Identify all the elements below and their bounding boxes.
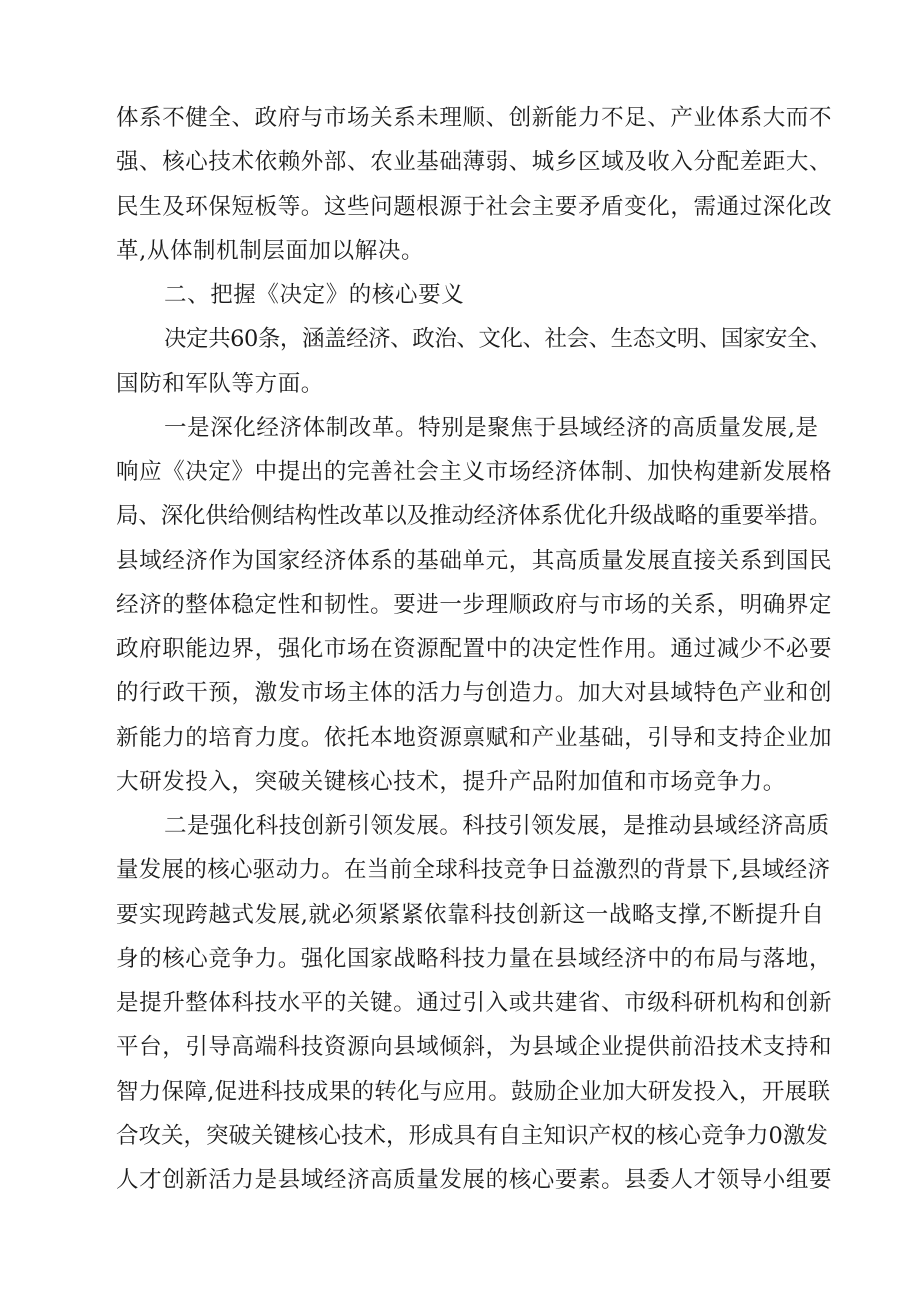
text-line: 经济的整体稳定性和韧性。要进一步理顺政府与市场的关系，明确界定: [116, 591, 833, 618]
text-line: 新能力的培育力度。依托本地资源禀赋和产业基础，引导和支持企业加: [116, 724, 833, 751]
text-line: 要实现跨越式发展,就必须紧紧依靠科技创新这一战略支撑,不断提升自: [116, 901, 825, 928]
text-line: 强、核心技术依赖外部、农业基础薄弱、城乡区域及收入分配差距大、: [116, 149, 833, 176]
text-line: 体系不健全、政府与市场关系未理顺、创新能力不足、产业体系大而不: [116, 105, 833, 131]
text-line: 局、深化供给侧结构性改革以及推动经济体系优化升级战略的重要举措。: [116, 503, 832, 530]
text-line: 平台，引导高端科技资源向县域倾斜，为县域企业提供前沿技术支持和: [116, 1034, 833, 1061]
text-line: 人才创新活力是县域经济高质量发展的核心要素。县委人才领导小组要: [116, 1167, 833, 1193]
paragraph-problems-summary: [116, 96, 832, 273]
text-line: 的行政干预，激发市场主体的活力与创造力。加大对县域特色产业和创: [116, 680, 833, 707]
text-line: 民生及环保短板等。这些问题根源于社会主要矛盾变化，需通过深化改: [116, 193, 833, 220]
text-line: 大研发投入，突破关键核心技术，提升产品附加值和市场竞争力。: [116, 768, 786, 795]
text-line: 决定共60条，涵盖经济、政治、文化、社会、生态文明、国家安全、: [164, 326, 832, 353]
paragraph-economic-reform: [116, 406, 832, 804]
text-line: 身的核心竞争力。强化国家战略科技力量在县域经济中的布局与落地，: [116, 945, 833, 972]
text-line: 二、把握《决定》的核心要义: [164, 282, 465, 308]
text-line: 合攻关，突破关键核心技术，形成具有自主知识产权的核心竞争力0激发: [116, 1122, 828, 1149]
text-line: 一是深化经济体制改革。特别是聚焦于县域经济的高质量发展,是: [164, 414, 819, 441]
text-line: 革,从体制机制层面加以解决。: [116, 237, 425, 264]
text-line: 县域经济作为国家经济体系的基础单元，其高质量发展直接关系到国民: [116, 547, 833, 574]
paragraph-decision-overview: [116, 317, 832, 406]
text-line: 量发展的核心驱动力。在当前全球科技竞争日益激烈的背景下,县域经济: [116, 857, 831, 884]
text-line: 是提升整体科技水平的关键。通过引入或共建省、市级科研机构和创新: [116, 990, 833, 1016]
section-heading-core-meaning: [116, 273, 832, 317]
paragraph-tech-innovation: [116, 804, 832, 1202]
text-line: 二是强化科技创新引领发展。科技引领发展，是推动县域经济高质: [164, 813, 830, 839]
text-line: 智力保障,促进科技成果的转化与应用。鼓励企业加大研发投入，开展联: [116, 1078, 831, 1105]
text-line: 响应《决定》中提出的完善社会主义市场经济体制、加快构建新发展格: [116, 459, 833, 485]
text-line: 国防和军队等方面。: [116, 370, 324, 397]
document-body: [116, 96, 832, 1202]
text-line: 政府职能边界，强化市场在资源配置中的决定性作用。通过减少不必要: [116, 636, 833, 662]
